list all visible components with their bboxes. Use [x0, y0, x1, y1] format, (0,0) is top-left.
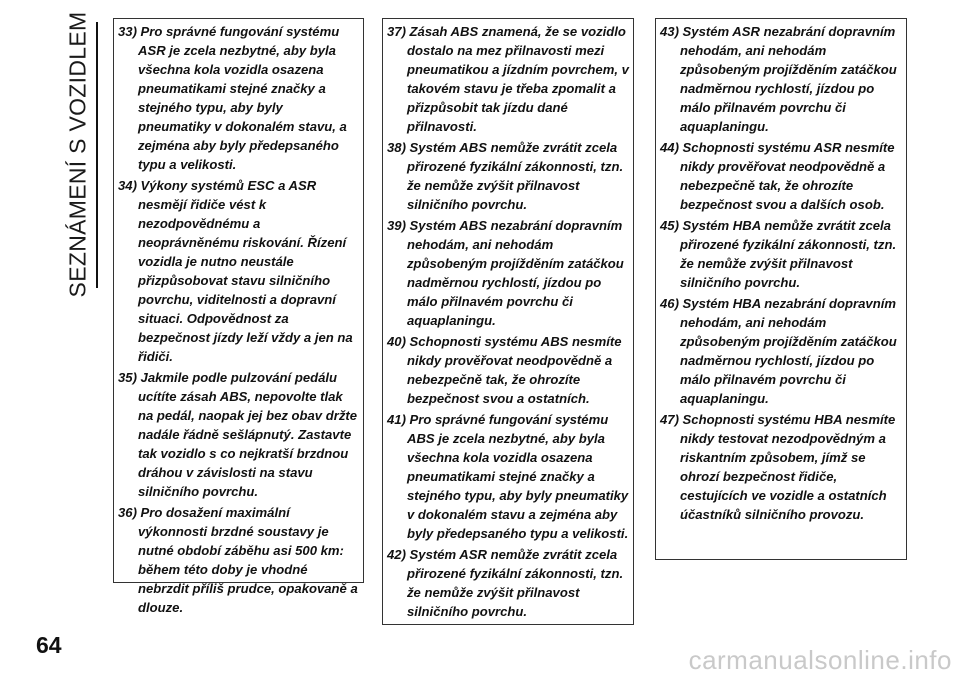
warning-column-3	[655, 18, 907, 560]
warning-note-46: 46) Systém HBA nezabrání dopravním nehodám, ani nehodám způsobeným projížděním zatáčkou nadměrnou rychlostí, jízdou po málo přilnavém povrchu či aquaplaningu.	[660, 296, 897, 406]
warning-note-47: 47) Schopnosti systému HBA nesmíte nikdy testovat nezodpovědným a riskantním způsobem, jímž se ohrozí bezpečnost řidiče, cestujících ve vozidle a ostatních účastníků silničního provozu.	[660, 412, 896, 522]
section-title-text: SEZNÁMENÍ S VOZIDLEM	[64, 11, 91, 297]
warning-note-34: 34) Výkony systémů ESC a ASR nesmějí řidiče vést k nezodpovědnému a neoprávněnému riskování. Řízení vozidla je nutno neustále přizpůsobovat stavu silničního povrchu, viditelnosti a dopravní situaci. Odpovědnost za bezpečnost jízdy leží vždy a jen na řidiči.	[118, 178, 353, 364]
warning-note-38: 38) Systém ABS nemůže zvrátit zcela přirozené fyzikální zákonnosti, tzn. že nemůže zvýšit přilnavost silničního povrchu.	[387, 140, 624, 212]
section-divider	[96, 22, 98, 288]
warning-note-43: 43) Systém ASR nezabrání dopravním nehodám, ani nehodám způsobeným projížděním zatáčkou nadměrnou rychlostí, jízdou po málo přilnavém povrchu či aquaplaningu.	[660, 24, 897, 134]
warning-note-42: 42) Systém ASR nemůže zvrátit zcela přirozené fyzikální zákonnosti, tzn. že nemůže zvýšit přilnavost silničního povrchu.	[387, 547, 624, 619]
section-title	[58, 11, 98, 297]
warning-note-40: 40) Schopnosti systému ABS nesmíte nikdy prověřovat neodpovědně a nebezpečně tak, že ohrozíte bezpečnost svou a ostatních.	[387, 334, 622, 406]
warning-note-36: 36) Pro dosažení maximální výkonnosti brzdné soustavy je nutné období záběhu asi 500 km: během této doby je vhodné nebrzdit příliš prudce, opakovaně a dlouze.	[118, 505, 358, 615]
warning-column-2	[382, 18, 634, 625]
warning-column-1	[113, 18, 364, 615]
warning-note-45: 45) Systém HBA nemůže zvrátit zcela přirozené fyzikální zákonnosti, tzn. že nemůže zvýšit přilnavost silničního povrchu.	[660, 218, 897, 290]
warning-note-33: 33) Pro správné fungování systému ASR je zcela nezbytné, aby byla všechna kola vozidla osazena pneumatikami stejné značky a stejného typu, aby byly pneumatiky v dokonalém stavu, a zejména aby byly předepsaného typu a velikosti.	[118, 24, 347, 172]
watermark: carmanualsonline.info	[688, 645, 952, 675]
warning-note-35: 35) Jakmile podle pulzování pedálu ucítíte zásah ABS, nepovolte tlak na pedál, naopak jej bez obav držte nadále řádně sešlápnutý. Zastavte tak vozidlo s co nejkratší brzdnou dráhou v závislosti na stavu silničního povrchu.	[118, 370, 358, 499]
page-number: 64	[36, 632, 62, 658]
warning-note-41: 41) Pro správné fungování systému ABS je zcela nezbytné, aby byla všechna kola vozidla osazena pneumatikami stejné značky a stejného typu, aby byly pneumatiky v dokonalém stavu a zejména aby byly předepsaného typu a velikosti.	[387, 412, 629, 541]
warning-note-44: 44) Schopnosti systému ASR nesmíte nikdy prověřovat neodpovědně a nebezpečně tak, že ohrozíte bezpečnost svou a dalších osob.	[660, 140, 895, 212]
warning-note-39: 39) Systém ABS nezabrání dopravním nehodám, ani nehodám způsobeným projížděním zatáčkou nadměrnou rychlostí, jízdou po málo přilnavém povrchu či aquaplaningu.	[387, 218, 624, 328]
warning-note-37: 37) Zásah ABS znamená, že se vozidlo dostalo na mez přilnavosti mezi pneumatikou a jízdním povrchem, v takovém stavu je třeba zpomalit a přizpůsobit tak jízdu dané přilnavosti.	[387, 24, 629, 134]
